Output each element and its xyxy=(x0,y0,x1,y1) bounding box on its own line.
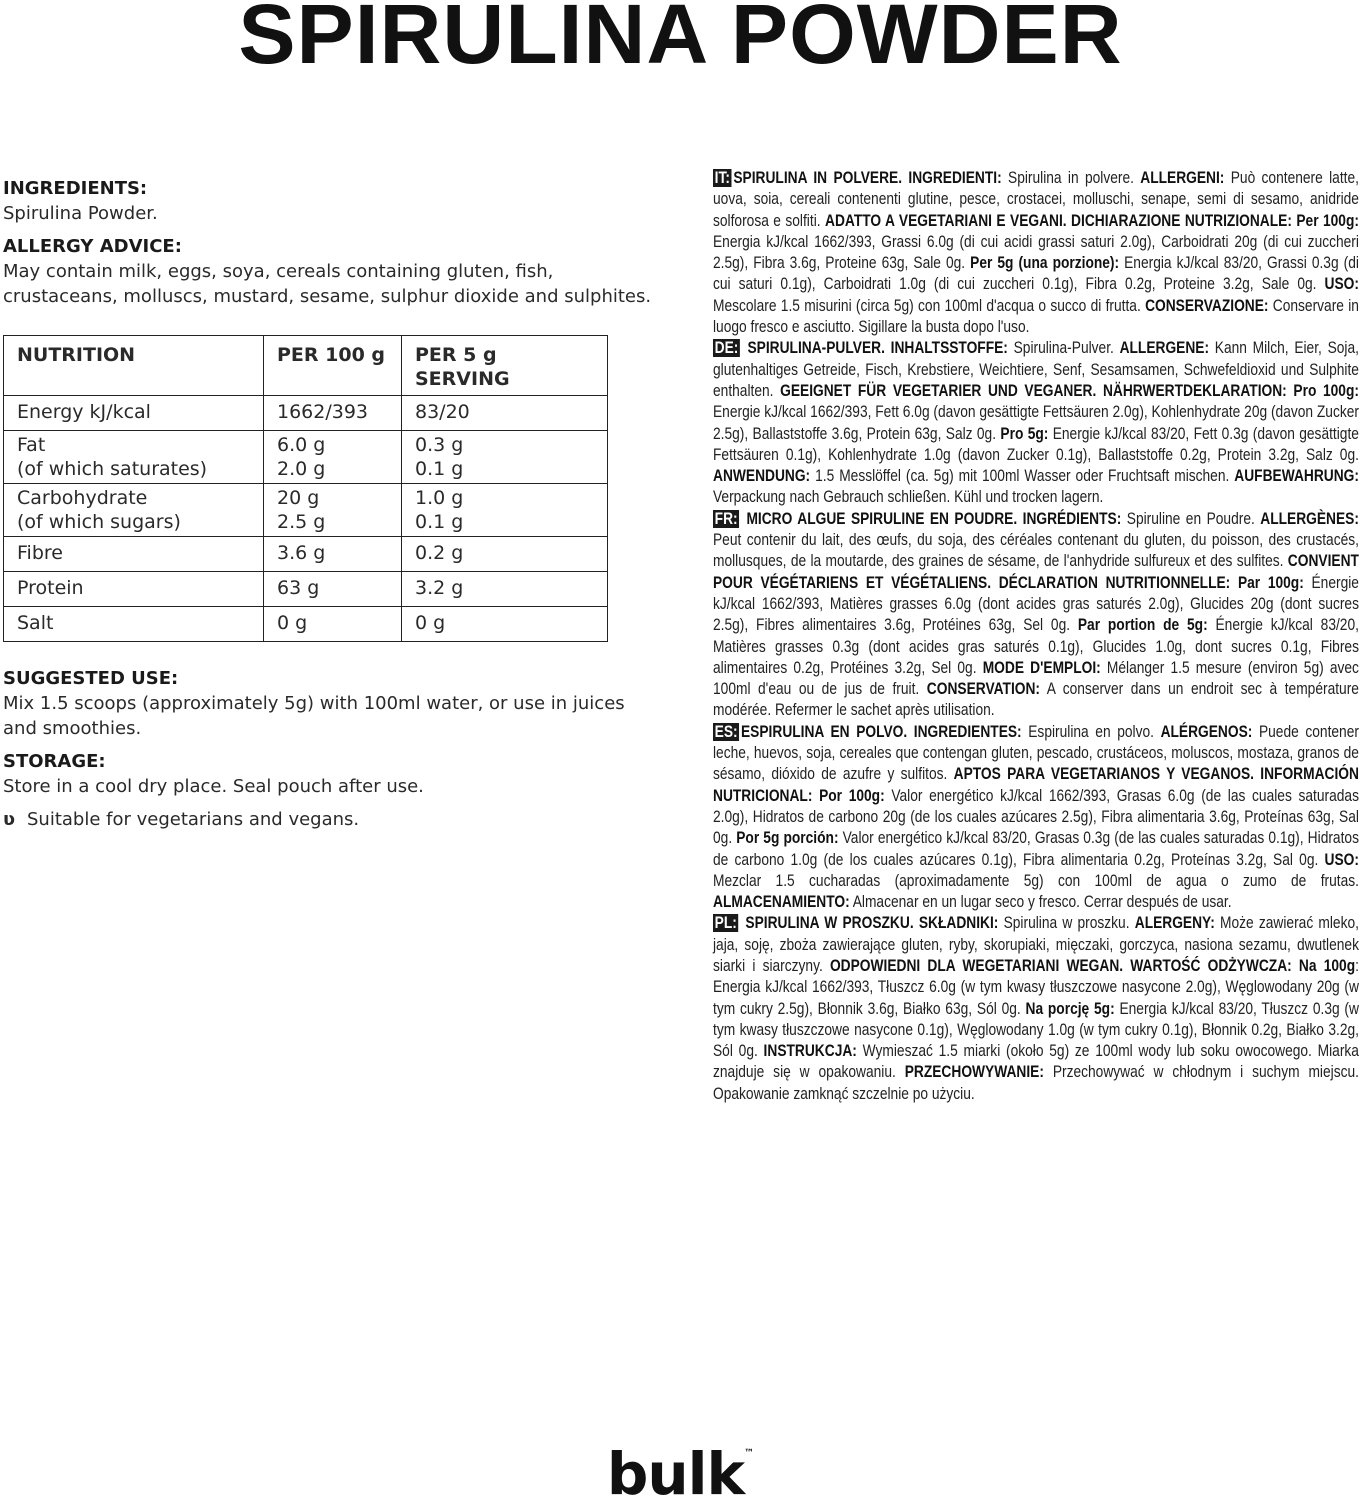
value-per-100g-main: 63 g xyxy=(277,577,320,599)
nutrition-header-per100: PER 100 g xyxy=(264,336,402,396)
translation-label: INSTRUKCJA: xyxy=(763,1042,857,1061)
translation-text: Spiruline en Poudre. xyxy=(1121,509,1261,528)
translation-label: Per 5g (una porzione): xyxy=(970,254,1120,273)
translation-text: Énergie kJ/kcal 83/20, Matières grasses 0.3g (dont acides gras saturés 0.1g), Glucides 1.0g, dont sucres 0.1g, Fibres alimentaires 0.2g, Protéines 3.2g, Sel 0g. xyxy=(713,616,1359,677)
translation-label: SPIRULINA W PROSZKU. SKŁADNIKI: xyxy=(740,914,999,933)
translation-text: Energia kJ/kcal 1662/393, Grassi 6.0g (di cui acidi grassi saturi 2.0g), Carboidrati 20g (di cui zuccheri 2.5g), Fibra 3.6g, Proteine 63g, Sale 0g. xyxy=(713,232,1359,273)
storage-text: Store in a cool dry place. Seal pouch after use. xyxy=(3,776,424,797)
language-badge: IT: xyxy=(714,169,730,187)
nutrient-name-main: Fat xyxy=(17,434,46,456)
translation-de xyxy=(713,338,1359,508)
translation-text: 1.5 Messlöffel (ca. 5g) mit 100ml Wasser oder Fruchtsaft mischen. xyxy=(810,467,1235,486)
translation-text: Spirulina-Pulver. xyxy=(1007,339,1120,358)
value-per-100g-main: 20 g xyxy=(277,487,320,509)
translation-text: Mélanger 1.5 mesure (environ 5g) avec 100ml d'eau ou de jus de fruit. xyxy=(713,658,1359,699)
nutrition-row xyxy=(4,537,608,572)
value-per-5g-sub: 0.1 g xyxy=(415,511,464,533)
value-per-100g xyxy=(264,572,402,607)
translation-text: Kann Milch, Eier, Soja, glutenhaltiges Getreide, Fisch, Krebstiere, Weichtiere, Senf, Sesamsamen, Schwefeldioxid und Sulphite enthalten. xyxy=(713,339,1359,400)
value-per-5g xyxy=(402,607,608,642)
translation-text: Valor energético kJ/kcal 1662/393, Grasas 6.0g (de las cuales saturadas 2.0g), Hidratos de carbono 20g (de los cuales azúcares 2.5g), Fibra alimentaria 3.6g, Proteínas 63g, Sal 0g. xyxy=(713,786,1359,848)
value-per-5g-main: 0 g xyxy=(415,612,446,634)
nutrition-table xyxy=(3,335,608,642)
translation-label: ALERGENY: xyxy=(1134,914,1215,933)
suggested-use-text: Mix 1.5 scoops (approximately 5g) with 100ml water, or use in juices and smoothies. xyxy=(3,693,625,739)
ingredients-heading: INGREDIENTS: xyxy=(3,178,148,199)
value-per-5g-sub: 0.1 g xyxy=(415,458,464,480)
value-per-100g-main: 3.6 g xyxy=(277,542,326,564)
value-per-100g-main: 1662/393 xyxy=(277,401,369,423)
translation-label: ALLERGENE: xyxy=(1119,339,1210,358)
translation-label: ALMACENAMIENTO: xyxy=(713,893,850,912)
translation-label: Par portion de 5g: xyxy=(1077,616,1208,635)
translation-label: CONVIENT POUR VÉGÉTARIENS ET VÉGÉTALIENS. DÉCLARATION NUTRITIONNELLE: Par 100g: xyxy=(713,552,1359,592)
language-badge: PL: xyxy=(714,914,737,933)
translation-text: Valor energético kJ/kcal 83/20, Grasas 0.3g (de las cuales saturadas 0.1g), Hidratos de carbono 1.0g (de los cuales azúcares 0.1g), Fibra alimentaria 0.2g, Proteínas 3.2g, Sal 0g. xyxy=(713,829,1359,869)
value-per-5g-main: 0.3 g xyxy=(415,434,464,456)
value-per-5g-main: 0.2 g xyxy=(415,542,464,564)
trademark-mark: ™ xyxy=(744,1448,755,1459)
translation-label: APTOS PARA VEGETARIANOS Y VEGANOS. INFORMACIÓN NUTRICIONAL: Por 100g: xyxy=(713,765,1359,805)
translation-fr xyxy=(713,509,1359,722)
brand-logo xyxy=(0,1440,1361,1508)
translation-text: Puede contener leche, huevos, soja, cereales que contengan gluten, pescado, crustáceos, moluscos, mostaza, granos de sésamo, dióxido de azufre y sulfitos. xyxy=(713,722,1359,784)
translation-label: ALLERGENI: xyxy=(1140,169,1225,187)
value-per-5g-main: 3.2 g xyxy=(415,577,464,599)
translation-label: USO: xyxy=(1324,275,1359,294)
translation-label: Pro 5g: xyxy=(1000,424,1049,443)
allergy-section xyxy=(3,234,663,309)
translation-text: Energie kJ/kcal 83/20, Fett 0.3g (davon gesättigte Fettsäuren 0.1g), Kohlenhydrate 1.0g (davon Zucker 0.1g), Ballaststoffe 0.2g, Protein 3.2g, Salz 0g. xyxy=(713,424,1359,464)
nutrient-name-main: Salt xyxy=(17,612,54,634)
storage-section xyxy=(3,749,663,799)
suggested-use-section xyxy=(3,666,663,741)
translation-text: Wymieszać 1.5 miarki (około 5g) ze 100ml wody lub soku owocowego. Miarka znajduje się w opakowaniu. xyxy=(713,1042,1359,1082)
vegan-icon: ʋ xyxy=(3,809,16,830)
translation-label: ADATTO A VEGETARIANI E VEGANI. DICHIARAZIONE NUTRIZIONALE: Per 100g: xyxy=(825,211,1359,230)
translations-panel xyxy=(713,168,1359,1105)
vegan-statement xyxy=(3,807,663,832)
nutrition-row xyxy=(4,396,608,431)
nutrition-row xyxy=(4,484,608,537)
value-per-5g xyxy=(402,396,608,431)
value-per-5g-main: 83/20 xyxy=(415,401,470,423)
value-per-5g xyxy=(402,431,608,484)
vegan-text: Suitable for vegetarians and vegans. xyxy=(27,809,360,830)
translation-text: Energia kJ/kcal 83/20, Grassi 0.3g (di cui saturi 0.1g), Carboidrati 1.0g (di cui zuccheri 0.1g), Fibra 0.2g, Proteine 3.2g, Sale 0g. xyxy=(713,254,1359,294)
translation-label: SPIRULINA-PULVER. INHALTSSTOFFE: xyxy=(741,339,1008,358)
value-per-5g xyxy=(402,572,608,607)
value-per-100g xyxy=(264,537,402,572)
translation-text: Może zawierać mleko, jaja, soję, zboża zawierające gluten, ryby, skorupiaki, mięczaki, gorczyca, nasiona sezamu, dwutlenek siarki i siarczyny. xyxy=(713,914,1359,975)
translation-pl xyxy=(713,913,1359,1105)
translation-label: CONSERVATION: xyxy=(926,680,1041,699)
value-per-100g xyxy=(264,607,402,642)
translation-label: ESPIRULINA EN POLVO. INGREDIENTES: xyxy=(740,722,1022,741)
translation-label: CONSERVAZIONE: xyxy=(1145,296,1269,315)
translation-it xyxy=(713,168,1359,338)
english-panel xyxy=(3,176,663,832)
value-per-5g xyxy=(402,537,608,572)
nutrient-name xyxy=(4,537,264,572)
nutrition-row xyxy=(4,572,608,607)
value-per-100g-sub: 2.0 g xyxy=(277,458,326,480)
translation-label: AUFBEWAHRUNG: xyxy=(1234,467,1359,486)
translation-text: Almacenar en un lugar seco y fresco. Cerrar después de usar. xyxy=(849,893,1232,912)
nutrient-name-main: Carbohydrate xyxy=(17,487,148,509)
nutrient-name xyxy=(4,484,264,537)
translation-text: Conservare in luogo fresco e asciutto. Sigillare la busta dopo l'uso. xyxy=(713,296,1359,337)
value-per-5g-main: 1.0 g xyxy=(415,487,464,509)
value-per-100g xyxy=(264,396,402,431)
translation-label: MICRO ALGUE SPIRULINE EN POUDRE. INGRÉDIENTS: xyxy=(740,509,1122,528)
translation-text: Spirulina w proszku. xyxy=(998,914,1135,933)
allergy-heading: ALLERGY ADVICE: xyxy=(3,236,182,257)
translation-label: ALÉRGENOS: xyxy=(1160,722,1253,741)
value-per-100g xyxy=(264,431,402,484)
translation-label: Por 5g porción: xyxy=(736,829,839,848)
storage-heading: STORAGE: xyxy=(3,751,106,772)
translation-text: Verpackung nach Gebrauch schließen. Kühl und trocken lagern. xyxy=(713,488,1104,507)
nutrient-name xyxy=(4,607,264,642)
product-title: SPIRULINA POWDER xyxy=(238,0,1123,81)
allergy-text: May contain milk, eggs, soya, cereals containing gluten, fish, crustaceans, molluscs, mustard, sesame, sulphur dioxide and sulphites. xyxy=(3,261,652,307)
translation-text: A conserver dans un endroit sec à température modérée. Refermer le sachet après utilisation. xyxy=(713,680,1359,720)
value-per-5g xyxy=(402,484,608,537)
ingredients-section xyxy=(3,176,663,226)
nutrient-name xyxy=(4,396,264,431)
translation-text: Peut contenir du lait, des œufs, du soja, des céréales contenant du gluten, du poisson, des crustacés, mollusques, de la moutarde, des graines de sésame, de l'anhydride sulfureux et des sulfites. xyxy=(713,531,1359,571)
nutrition-header-per5: PER 5 g SERVING xyxy=(402,336,608,396)
translation-label: MODE D'EMPLOI: xyxy=(982,658,1101,677)
translation-text: Énergie kJ/kcal 1662/393, Matières grasses 6.0g (dont acides gras saturés 2.0g), Glucides 20g (dont sucres 2.5g), Fibres alimentaires 3.6g, Protéines 63g, Sel 0g. xyxy=(713,573,1359,635)
nutrient-name-main: Energy kJ/kcal xyxy=(17,401,151,423)
translation-es xyxy=(713,722,1359,914)
translation-text: : Energia kJ/kcal 1662/393, Tłuszcz 6.0g (w tym kwasy tłuszczowe nasycone 2.0g), Węglowodany 20g (w tym cukry 2.5g), Błonnik 3.6g, Białko 63g, Sól 0g. xyxy=(713,956,1359,1018)
translation-text: Può contenere latte, uova, soia, cereali contenenti glutine, pesce, crostacei, molluschi, senape, semi di sesamo, anidride solforosa e solfiti. xyxy=(713,169,1359,230)
translation-text: Energia kJ/kcal 83/20, Tłuszcz 0.3g (w tym kwasy tłuszczowe nasycone 0.1g), Węglowodany 1.0g (w tym cukry 0.1g), Błonnik 0.2g, Białko 3.2g, Sól 0g. xyxy=(713,999,1359,1061)
value-per-100g xyxy=(264,484,402,537)
language-badge: ES: xyxy=(714,722,738,741)
nutrition-row xyxy=(4,607,608,642)
nutrient-name-main: Fibre xyxy=(17,542,63,564)
ingredients-text: Spirulina Powder. xyxy=(3,203,158,224)
translation-text: Mezclar 1.5 cucharadas (aproximadamente 5g) con 100ml de agua o zumo de frutas. xyxy=(713,871,1359,890)
translation-text: Przechowywać w chłodnym i suchym miejscu. Opakowanie zamknąć szczelnie po użyciu. xyxy=(713,1063,1359,1103)
nutrition-header-label: NUTRITION xyxy=(4,336,264,396)
translation-label: PRZECHOWYWANIE: xyxy=(904,1063,1044,1082)
nutrient-name xyxy=(4,431,264,484)
translation-label: ODPOWIEDNI DLA WEGETARIANI WEGAN. WARTOŚĆ ODŻYWCZA: Na 100g xyxy=(829,956,1356,975)
translation-text: Mescolare 1.5 misurini (circa 5g) con 100ml d'acqua o succo di frutta. xyxy=(713,296,1146,315)
language-badge: FR: xyxy=(714,509,738,528)
nutrient-name xyxy=(4,572,264,607)
translation-label: ANWENDUNG: xyxy=(713,467,811,486)
value-per-100g-sub: 2.5 g xyxy=(277,511,326,533)
translation-label: USO: xyxy=(1324,850,1359,869)
translation-text: Spirulina in polvere. xyxy=(1001,169,1141,187)
translation-text: Energie kJ/kcal 1662/393, Fett 6.0g (davon gesättigte Fettsäuren 2.0g), Kohlenhydrate 20g (davon Zucker 2.5g), Ballaststoffe 3.6g, Protein 63g, Salz 0g. xyxy=(713,403,1359,443)
translation-label: SPIRULINA IN POLVERE. INGREDIENTI: xyxy=(733,169,1002,187)
nutrient-name-sub: (of which saturates) xyxy=(17,458,208,480)
language-badge: DE: xyxy=(714,339,739,358)
translation-label: Na porcję 5g: xyxy=(1025,999,1115,1018)
value-per-100g-main: 0 g xyxy=(277,612,308,634)
translation-label: ALLERGÈNES: xyxy=(1260,509,1359,528)
nutrient-name-sub: (of which sugars) xyxy=(17,511,181,533)
translation-text: Espirulina en polvo. xyxy=(1021,722,1161,741)
brand-logo-text: bulk xyxy=(606,1440,745,1508)
value-per-100g-main: 6.0 g xyxy=(277,434,326,456)
nutrition-header-row xyxy=(4,336,608,396)
suggested-use-heading: SUGGESTED USE: xyxy=(3,668,179,689)
nutrition-row xyxy=(4,431,608,484)
nutrient-name-main: Protein xyxy=(17,577,84,599)
translation-label: GEEIGNET FÜR VEGETARIER UND VEGANER. NÄHRWERTDEKLARATION: Pro 100g: xyxy=(780,381,1359,400)
